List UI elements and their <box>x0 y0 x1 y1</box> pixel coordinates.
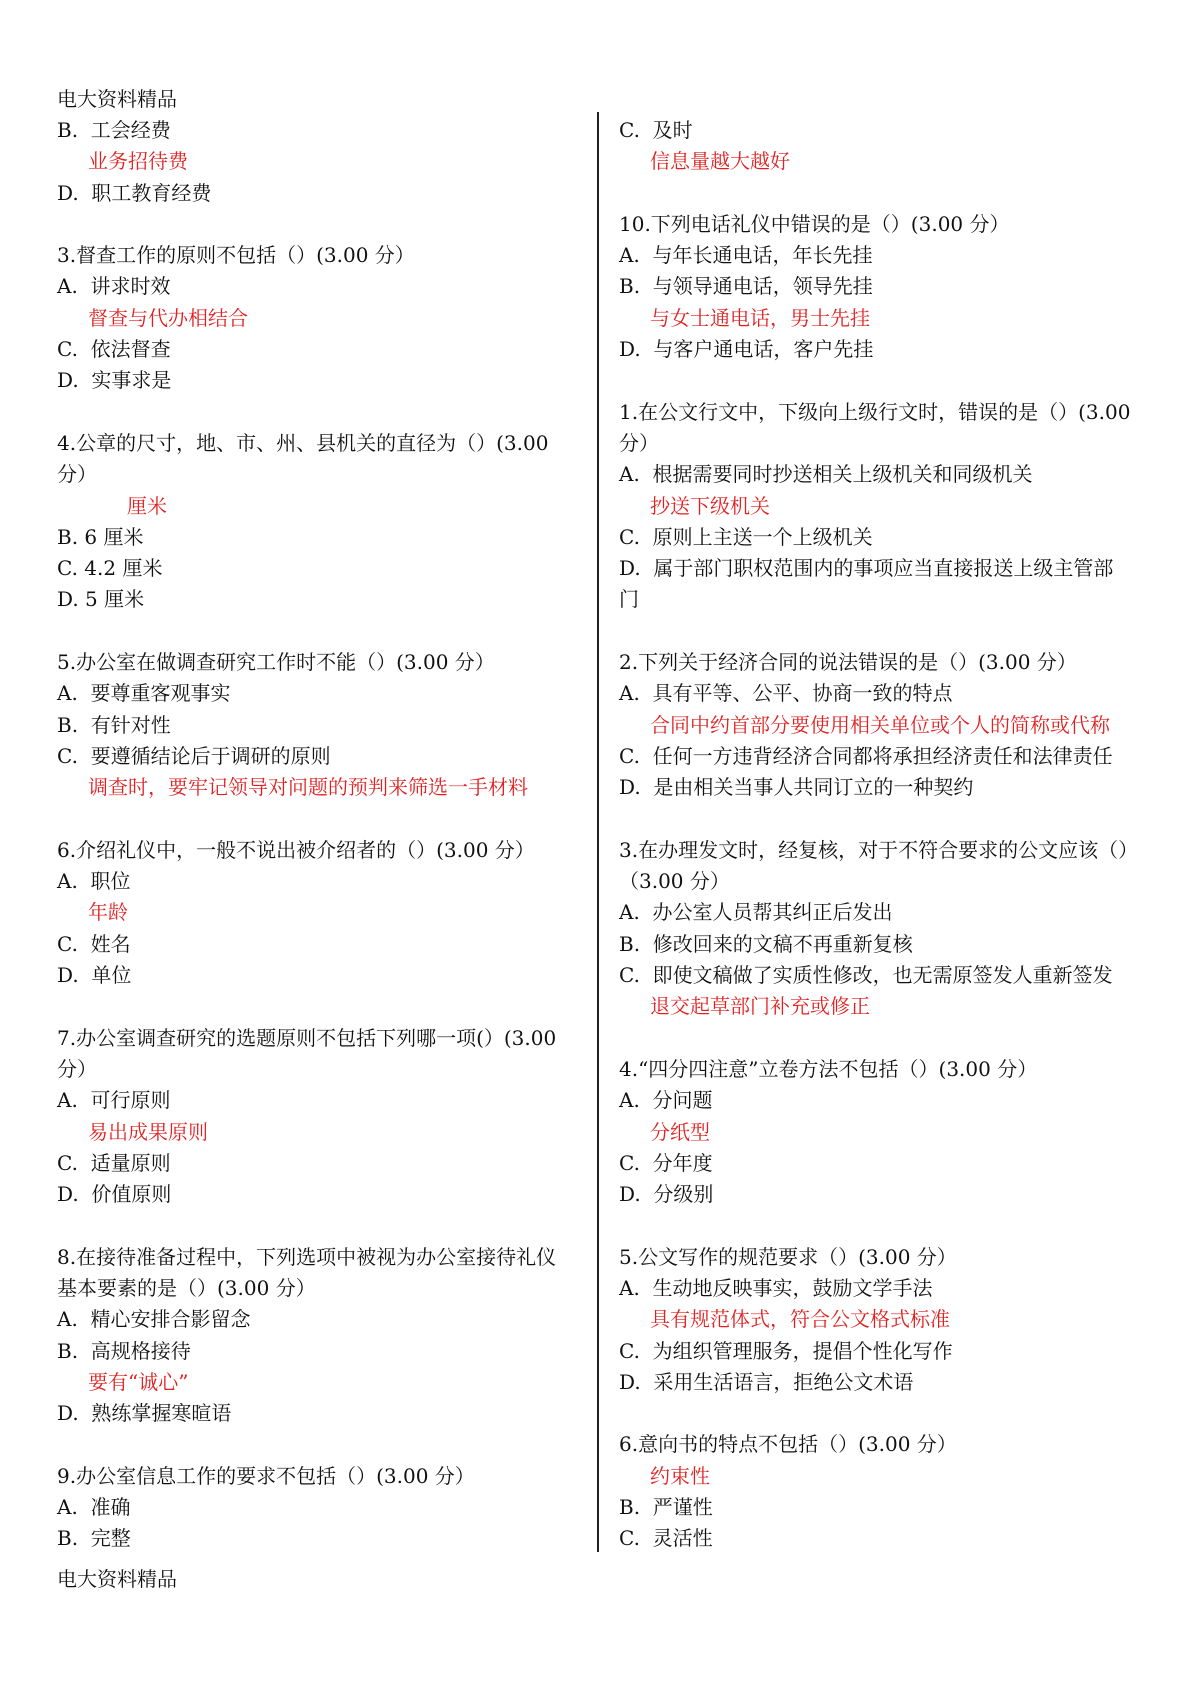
option-text: B. 修改回来的文稿不再重新复核 <box>619 931 913 956</box>
page-footer: 电大资料精品 <box>57 1567 177 1591</box>
spacer <box>619 804 1139 835</box>
spacer <box>57 209 577 240</box>
answer-highlight: 督查与代办相结合 <box>88 305 248 330</box>
answer-highlight: 易出成果原则 <box>88 1119 208 1144</box>
option-text: C. 任何一方违背经济合同都将承担经济责任和法律责任 <box>619 743 1113 768</box>
spacer <box>619 616 1139 647</box>
option-text: D. 采用生活语言，拒绝公文术语 <box>619 1369 914 1394</box>
option-text: A. 分问题 <box>619 1088 713 1113</box>
page-header: 电大资料精品 <box>57 87 177 111</box>
option-text: C. 姓名 <box>57 931 131 956</box>
option-text: C. 即使文稿做了实质性修改，也无需原签发人重新签发 <box>619 963 1113 988</box>
option-text: D. 属于部门职权范围内的事项应当直接报送上级主管部 <box>619 556 1114 581</box>
spacer <box>57 991 577 1022</box>
question-text: 门 <box>619 587 639 612</box>
answer-highlight: 抄送下级机关 <box>650 493 770 518</box>
answer-highlight: 年龄 <box>88 900 128 925</box>
option-text: C. 及时 <box>619 118 693 142</box>
question-text: （3.00 分） <box>619 869 730 894</box>
option-text: A. 职位 <box>57 869 131 894</box>
answer-highlight: 合同中约首部分要使用相关单位或个人的简称或代称 <box>650 712 1110 737</box>
question-text: 10.下列电话礼仪中错误的是（）(3.00 分） <box>619 211 1010 236</box>
spacer <box>57 616 577 647</box>
option-text: A. 根据需要同时抄送相关上级机关和同级机关 <box>619 462 1033 487</box>
option-text: D. 与客户通电话，客户先挂 <box>619 337 874 362</box>
right-column <box>619 115 1139 1555</box>
option-text: B. 6 厘米 <box>57 524 144 549</box>
question-text: 6.介绍礼仪中，一般不说出被介绍者的（）(3.00 分） <box>57 837 535 862</box>
question-text: 8.在接待准备过程中，下列选项中被视为办公室接待礼仪 <box>57 1244 557 1269</box>
question-text: 5.办公室在做调查研究工作时不能（）(3.00 分） <box>57 650 495 675</box>
question-text: 2.下列关于经济合同的说法错误的是（）(3.00 分） <box>619 650 1077 675</box>
option-text: B. 工会经费 <box>57 118 171 142</box>
answer-highlight: 退交起草部门补充或修正 <box>650 994 870 1019</box>
question-text: 4.公章的尺寸，地、市、州、县机关的直径为（）(3.00 <box>57 430 549 455</box>
option-text: C. 适量原则 <box>57 1150 171 1175</box>
option-text: D. 职工教育经费 <box>57 180 212 205</box>
spacer <box>619 1398 1139 1429</box>
option-text: C. 要遵循结论后于调研的原则 <box>57 743 331 768</box>
option-text: A. 精心安排合影留念 <box>57 1307 251 1332</box>
question-text: 分） <box>57 1056 97 1081</box>
option-text: B. 高规格接待 <box>57 1338 191 1363</box>
option-text: B. 完整 <box>57 1526 131 1551</box>
answer-highlight: 调查时，要牢记领导对问题的预判来筛选一手材料 <box>88 775 528 800</box>
spacer <box>57 1210 577 1241</box>
answer-highlight: 分纸型 <box>650 1119 710 1144</box>
option-text: A. 与年长通电话，年长先挂 <box>619 243 873 268</box>
option-text: C. 原则上主送一个上级机关 <box>619 524 873 549</box>
option-text: D. 实事求是 <box>57 368 172 393</box>
spacer <box>619 1023 1139 1054</box>
question-text: 3.在办理发文时，经复核，对于不符合要求的公文应该（） <box>619 837 1139 862</box>
answer-highlight: 与女士通电话，男士先挂 <box>650 305 870 330</box>
option-text: A. 办公室人员帮其纠正后发出 <box>619 900 893 925</box>
option-text: B. 严谨性 <box>619 1495 713 1520</box>
left-column <box>57 115 577 1555</box>
option-text: D. 分级别 <box>619 1182 714 1207</box>
option-text: D. 熟练掌握寒暄语 <box>57 1401 232 1426</box>
answer-highlight: 厘米 <box>127 493 167 518</box>
option-text: A. 具有平等、公平、协商一致的特点 <box>619 681 953 706</box>
question-text: 7.办公室调查研究的选题原则不包括下列哪一项(）(3.00 <box>57 1025 557 1050</box>
spacer <box>57 397 577 428</box>
option-text: B. 与领导通电话，领导先挂 <box>619 274 873 299</box>
option-text: C. 依法督查 <box>57 337 171 362</box>
answer-highlight: 约束性 <box>650 1463 710 1488</box>
question-text: 1.在公文行文中，下级向上级行文时，错误的是（）(3.00 <box>619 399 1131 424</box>
option-text: A. 可行原则 <box>57 1088 171 1113</box>
option-text: B. 有针对性 <box>57 712 171 737</box>
option-text: C. 4.2 厘米 <box>57 556 163 581</box>
question-text: 3.督查工作的原则不包括（）(3.00 分） <box>57 243 415 268</box>
question-text: 分） <box>619 430 659 455</box>
question-text: 5.公文写作的规范要求（）(3.00 分） <box>619 1244 957 1269</box>
answer-highlight: 业务招待费 <box>88 149 188 174</box>
option-text: A. 生动地反映事实，鼓励文学手法 <box>619 1275 933 1300</box>
spacer <box>57 1429 577 1460</box>
option-text: D. 价值原则 <box>57 1182 172 1207</box>
option-text: A. 准确 <box>57 1495 131 1520</box>
question-text: 4.“四分四注意”立卷方法不包括（）(3.00 分） <box>619 1056 1038 1081</box>
spacer <box>619 178 1139 209</box>
column-divider <box>597 112 599 1552</box>
option-text: D. 单位 <box>57 963 132 988</box>
option-text: C. 灵活性 <box>619 1526 713 1551</box>
option-text: C. 为组织管理服务，提倡个性化写作 <box>619 1338 953 1363</box>
question-text: 基本要素的是（）(3.00 分） <box>57 1275 316 1300</box>
answer-highlight: 要有“诚心” <box>88 1369 189 1394</box>
option-text: A. 要尊重客观事实 <box>57 681 231 706</box>
question-text: 9.办公室信息工作的要求不包括（）(3.00 分） <box>57 1463 475 1488</box>
spacer <box>619 1210 1139 1241</box>
option-text: C. 分年度 <box>619 1150 713 1175</box>
answer-highlight: 信息量越大越好 <box>650 149 790 174</box>
question-text: 6.意向书的特点不包括（）(3.00 分） <box>619 1432 957 1457</box>
option-text: D. 是由相关当事人共同订立的一种契约 <box>619 775 974 800</box>
question-text: 分） <box>57 462 97 487</box>
answer-highlight: 具有规范体式，符合公文格式标准 <box>650 1307 950 1332</box>
option-text: D. 5 厘米 <box>57 587 145 612</box>
spacer <box>57 804 577 835</box>
option-text: A. 讲求时效 <box>57 274 171 299</box>
spacer <box>619 365 1139 396</box>
